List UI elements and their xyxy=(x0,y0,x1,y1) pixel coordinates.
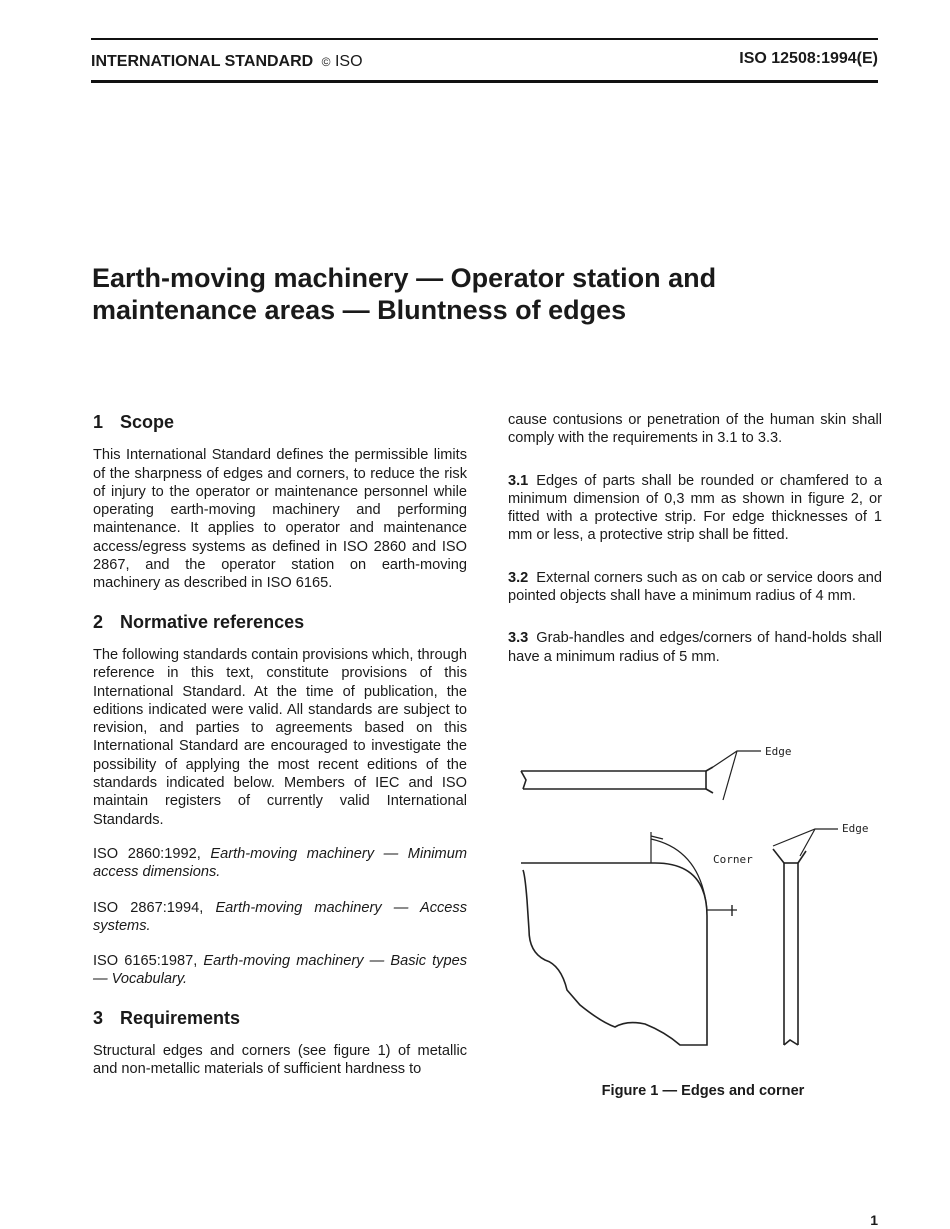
corner-dim-arrow-top xyxy=(651,836,663,839)
strip-break-mark xyxy=(784,1040,798,1045)
figure-edges-corner xyxy=(515,740,885,1060)
reference-item xyxy=(93,899,467,936)
label-edge-right: Edge xyxy=(842,822,869,835)
page-number: 1 xyxy=(870,1212,878,1228)
label-edge-top: Edge xyxy=(765,745,792,758)
section-number: 3 xyxy=(93,1007,104,1028)
title-line-2: maintenance areas — Bluntness of edges xyxy=(92,295,627,325)
label-corner: Corner xyxy=(713,853,753,866)
reference-code: ISO 2860:1992, xyxy=(93,845,201,862)
header-left xyxy=(91,53,363,71)
section-heading-scope xyxy=(93,413,467,431)
bar-chamfer-bottom xyxy=(706,789,713,793)
scope-text: This International Standard defines the permissible limits of the sharpness of edges and corners, to reduce the risk of injury to the operator or maintenance personnel while operating earth-moving machinery and performing maintenance. It applies to operator and maintenance access/egress systems as defined in ISO 2860 and ISO 2867, and the operator station on earth-moving machinery as described in ISO 6165. xyxy=(93,447,467,592)
section-title: Normative references xyxy=(120,611,305,632)
subclause-number: 3.1 xyxy=(508,472,529,489)
header-org: ISO xyxy=(334,53,363,70)
reference-item xyxy=(93,952,467,989)
reference-code: ISO 2867:1994, xyxy=(93,899,204,916)
header-rule-bottom xyxy=(91,80,878,83)
copyright-symbol: © xyxy=(321,55,331,69)
plate-outline xyxy=(521,863,707,1045)
normative-text: The following standards contain provisions which, through reference in this text, constitute provisions of this International Standard. At the time of publication, the editions indicated were valid. All standards are subject to revision, and parties to agreements based on this International Standard are encouraged to investigate the possibility of applying the most recent editions of the standards indicated below. Members of IEC and ISO maintain registers of currently valid International Standards. xyxy=(93,646,467,828)
requirements-text-start: Structural edges and corners (see figure 1) of metallic and non-metallic materials of sufficient hardness to xyxy=(93,1043,467,1078)
reference-title: Earth-moving machinery — Minimum access dimensions. xyxy=(93,845,467,881)
bar-chamfer-top xyxy=(706,767,713,771)
subclause-3-1 xyxy=(508,472,882,545)
subclause-text: Edges of parts shall be rounded or chamfered to a minimum dimension of 0,3 mm as shown in figure 2, or fitted with a protective strip. For edge thicknesses of 1 mm or less, a protective strip shall be fitted. xyxy=(508,472,882,544)
edge-leader-top xyxy=(713,751,761,800)
corner-dim-arc xyxy=(651,839,707,910)
requirements-text-cont: cause contusions or penetration of the human skin shall comply with the requirements in 3.1 to 3.3. xyxy=(508,412,882,447)
section-heading-requirements xyxy=(93,1009,467,1027)
header-rule-top xyxy=(91,38,878,40)
reference-title: Earth-moving machinery — Basic types — Vocabulary. xyxy=(93,953,467,988)
section-number: 2 xyxy=(93,611,104,632)
reference-code: ISO 6165:1987, xyxy=(93,953,198,970)
subclause-number: 3.2 xyxy=(508,569,529,586)
title-line-1: Earth-moving machinery — Operator station and xyxy=(92,263,717,293)
section-heading-normative xyxy=(93,613,467,631)
subclause-3-3 xyxy=(508,629,882,666)
subclause-number: 3.3 xyxy=(508,630,529,647)
header-doc-number: ISO 12508:1994(E) xyxy=(739,50,878,67)
subclause-3-2 xyxy=(508,569,882,606)
subclause-text: Grab-handles and edges/corners of hand-holds shall have a minimum radius of 5 mm. xyxy=(508,630,882,665)
reference-item xyxy=(93,845,467,882)
section-title: Scope xyxy=(120,412,175,432)
figure-caption: Figure 1 — Edges and corner xyxy=(601,1083,805,1099)
left-column xyxy=(93,413,467,1079)
right-column xyxy=(508,411,882,666)
strip-chamfer-left xyxy=(773,849,784,863)
document-title xyxy=(92,262,812,326)
header-standard-label: INTERNATIONAL STANDARD xyxy=(91,53,314,70)
bar-break-mark xyxy=(521,771,526,789)
section-title: Requirements xyxy=(120,1007,241,1028)
subclause-text: External corners such as on cab or service doors and pointed objects shall have a minimum radius of 4 mm. xyxy=(508,569,882,605)
section-number: 1 xyxy=(93,412,104,432)
reference-title: Earth-moving machinery — Access systems. xyxy=(93,899,467,934)
